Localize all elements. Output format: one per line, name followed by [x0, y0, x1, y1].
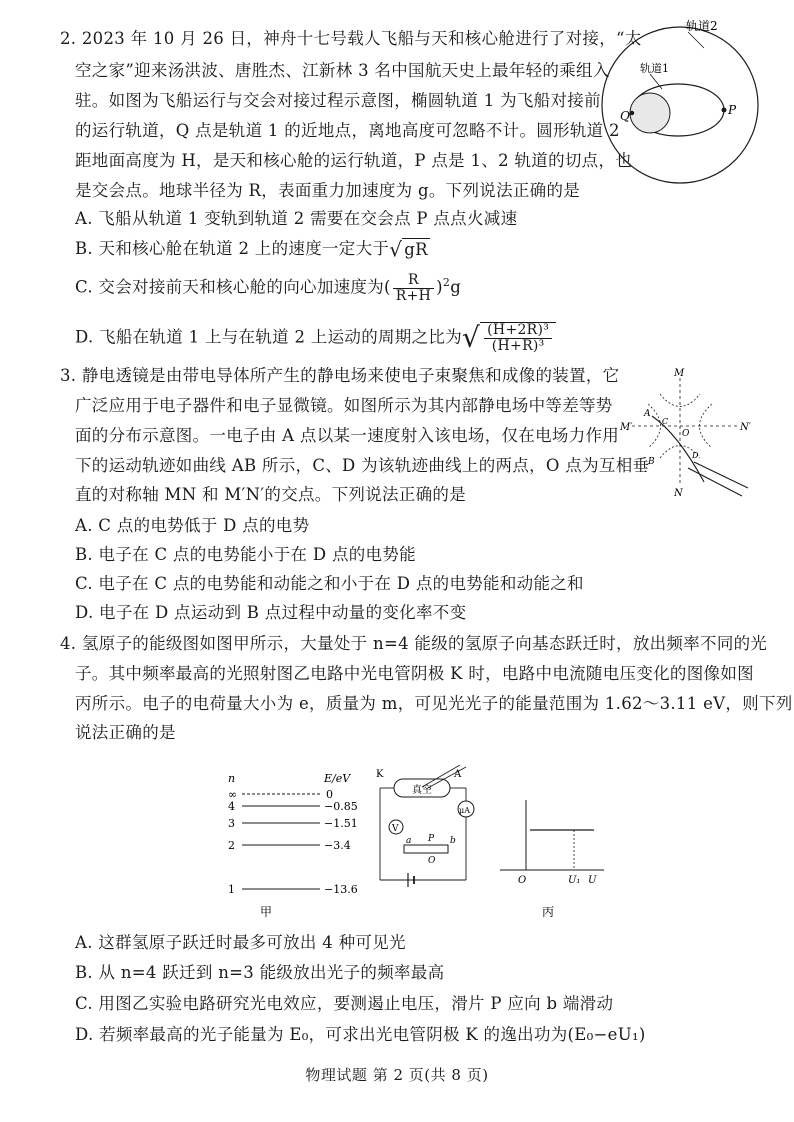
label-ua: μA	[459, 806, 470, 815]
q2-option-c-text: C. 交会对接前天和核心舱的向心加速度为	[75, 277, 385, 297]
q2-option-d-text: D. 飞船在轨道 1 上与在轨道 2 上运动的周期之比为	[75, 327, 463, 347]
graph-origin-label: O	[518, 875, 527, 886]
level-4-e: −0.85	[324, 800, 358, 813]
label-m2: M′	[620, 422, 633, 433]
q3-lens-figure	[618, 364, 778, 514]
q4-line-1: 4. 氢原子的能级图如图甲所示，大量处于 n=4 能级的氢原子向基态跃迁时，放出频率不同的光	[60, 634, 768, 653]
level-inf-n: ∞	[228, 788, 238, 801]
label-v: V	[392, 824, 399, 834]
q4-circuit-diagram	[370, 765, 480, 895]
label-a: A	[644, 409, 651, 419]
label-a-top: A	[454, 769, 462, 780]
q2-line-2: 空之家”迎来汤洪波、唐胜杰、江新林 3 名中国航天史上最年轻的乘组入	[75, 61, 610, 80]
label-o: O	[682, 429, 690, 439]
e-axis-label: E/eV	[324, 772, 351, 785]
q2-line-4: 的运行轨道，Q 点是轨道 1 的近地点，离地高度可忽略不计。圆形轨道 2	[75, 121, 620, 140]
q3-line-2: 广泛应用于电子器件和电子显微镜。如图所示为其内部静电场中等差等势	[75, 396, 613, 415]
q2-option-b-text: B. 天和核心舱在轨道 2 上的速度一定大于	[75, 239, 390, 258]
label-b: b	[450, 836, 456, 846]
graph-caption-bing: 丙	[542, 905, 555, 919]
q4-line-3: 丙所示。电子的电荷量大小为 e，质量为 m，可见光光子的能量范围为 1.62～3.11 eV，则下列	[75, 694, 793, 713]
level-1-n: 1	[228, 883, 235, 896]
level-inf-e: 0	[326, 788, 333, 801]
q2-option-c-fraction: $\frac{R}{R+H}$	[393, 273, 434, 304]
q2-line-6: 是交会点。地球半径为 R，表面重力加速度为 g。下列说法正确的是	[75, 181, 581, 200]
graph-u1-label: U₁	[568, 875, 581, 886]
q2-option-a: A. 飞船从轨道 1 变轨到轨道 2 需要在交会点 P 点点火减速	[75, 209, 518, 228]
p-label: P	[728, 103, 737, 117]
level-2-n: 2	[228, 839, 235, 852]
q3-line-1: 3. 静电透镜是由带电导体所产生的静电场来使电子束聚焦和成像的装置，它	[60, 366, 620, 385]
q2-option-c: C. 交会对接前天和核心舱的向心加速度为( $\frac{R}{R+H}$ )$^2$g	[75, 271, 462, 304]
q4-option-a: A. 这群氢原子跃迁时最多可放出 4 种可见光	[75, 933, 406, 952]
page-footer: 物理试题 第 2 页(共 8 页)	[305, 1066, 489, 1084]
level-3-e: −1.51	[324, 817, 358, 830]
q3-option-d: D. 电子在 D 点运动到 B 点过程中动量的变化率不变	[75, 603, 467, 622]
level-1-e: −13.6	[324, 883, 358, 896]
label-n: N	[674, 488, 683, 499]
label-vacuum: 真空	[412, 785, 432, 796]
rheostat	[404, 845, 448, 853]
diagram-caption-jia: 甲	[260, 905, 273, 919]
q3-option-c: C. 电子在 C 点的电势能和动能之和小于在 D 点的电势能和动能之和	[75, 574, 584, 593]
label-p: P	[428, 834, 435, 844]
graph-u-label: U	[588, 875, 597, 886]
q3-line-4: 下的运动轨迹如曲线 AB 所示，C、D 为该轨迹曲线上的两点，O 点为互相垂	[75, 456, 650, 475]
q2-line-5: 距地面高度为 H，是天和核心舱的运行轨道，P 点是 1、2 轨道的切点，也	[75, 151, 633, 170]
label-m: M	[674, 368, 685, 379]
point-q	[630, 111, 634, 115]
q2-line-3: 驻。如图为飞船运行与交会对接过程示意图，椭圆轨道 1 为飞船对接前	[75, 91, 601, 110]
q4-line-2: 子。其中频率最高的光照射图乙电路中光电管阴极 K 时，电路中电流随电压变化的图像如图	[75, 664, 754, 683]
earth	[630, 93, 670, 133]
label-a: a	[406, 836, 412, 846]
label-o: O	[428, 856, 436, 866]
q3-line-5: 直的对称轴 MN 和 M′N′的交点。下列说法正确的是	[75, 485, 466, 504]
orbit-2-leader	[688, 32, 704, 48]
q4-option-c: C. 用图乙实验电路研究光电效应，要测遏止电压，滑片 P 应向 b 端滑动	[75, 994, 614, 1013]
q2-option-d-fraction: $\frac{\text{(H+2R)³}}{\text{(H+R)³}}$	[484, 323, 552, 354]
level-2-e: −3.4	[324, 839, 351, 852]
q4-iu-graph	[500, 790, 610, 920]
level-3-n: 3	[228, 817, 235, 830]
q2-option-b-radicand: gR	[404, 240, 428, 259]
q2-line-1: 2. 2023 年 10 月 26 日，神舟十七号载人飞船与天和核心舱进行了对接，“太	[60, 29, 642, 48]
q3-option-a: A. C 点的电势低于 D 点的电势	[75, 516, 310, 535]
level-4-n: 4	[228, 800, 235, 813]
label-b: B	[648, 457, 655, 467]
orbit-2-label: 轨道2	[686, 19, 718, 33]
orbit-1-label: 轨道1	[640, 62, 669, 75]
q4-option-d: D. 若频率最高的光子能量为 E₀，可求出光电管阴极 K 的逸出功为(E₀−eU₁)	[75, 1025, 646, 1044]
label-n2: N′	[740, 422, 752, 433]
label-c: C	[662, 417, 669, 426]
n-axis-label: n	[228, 772, 236, 785]
q2-orbit-figure	[600, 10, 780, 200]
q3-line-3: 面的分布示意图。一电子由 A 点以某一速度射入该电场，仅在电场力作用	[75, 426, 620, 445]
q4-line-4: 说法正确的是	[75, 723, 176, 742]
q2-option-b: B. 天和核心舱在轨道 2 上的速度一定大于√ gR	[75, 237, 428, 262]
q4-option-b: B. 从 n=4 跃迁到 n=3 能级放出光子的频率最高	[75, 963, 445, 982]
q4-energy-level-diagram	[220, 770, 370, 920]
label-k: K	[376, 769, 384, 780]
q2-option-d: D. 飞船在轨道 1 上与在轨道 2 上运动的周期之比为√ $\frac{\text{(H+2R)³}}{\text{(H+R)³}}$	[75, 322, 556, 354]
label-d: D	[692, 451, 699, 460]
q3-option-b: B. 电子在 C 点的电势能小于在 D 点的电势能	[75, 545, 416, 564]
q-label: Q	[620, 109, 630, 123]
point-p	[722, 108, 727, 113]
